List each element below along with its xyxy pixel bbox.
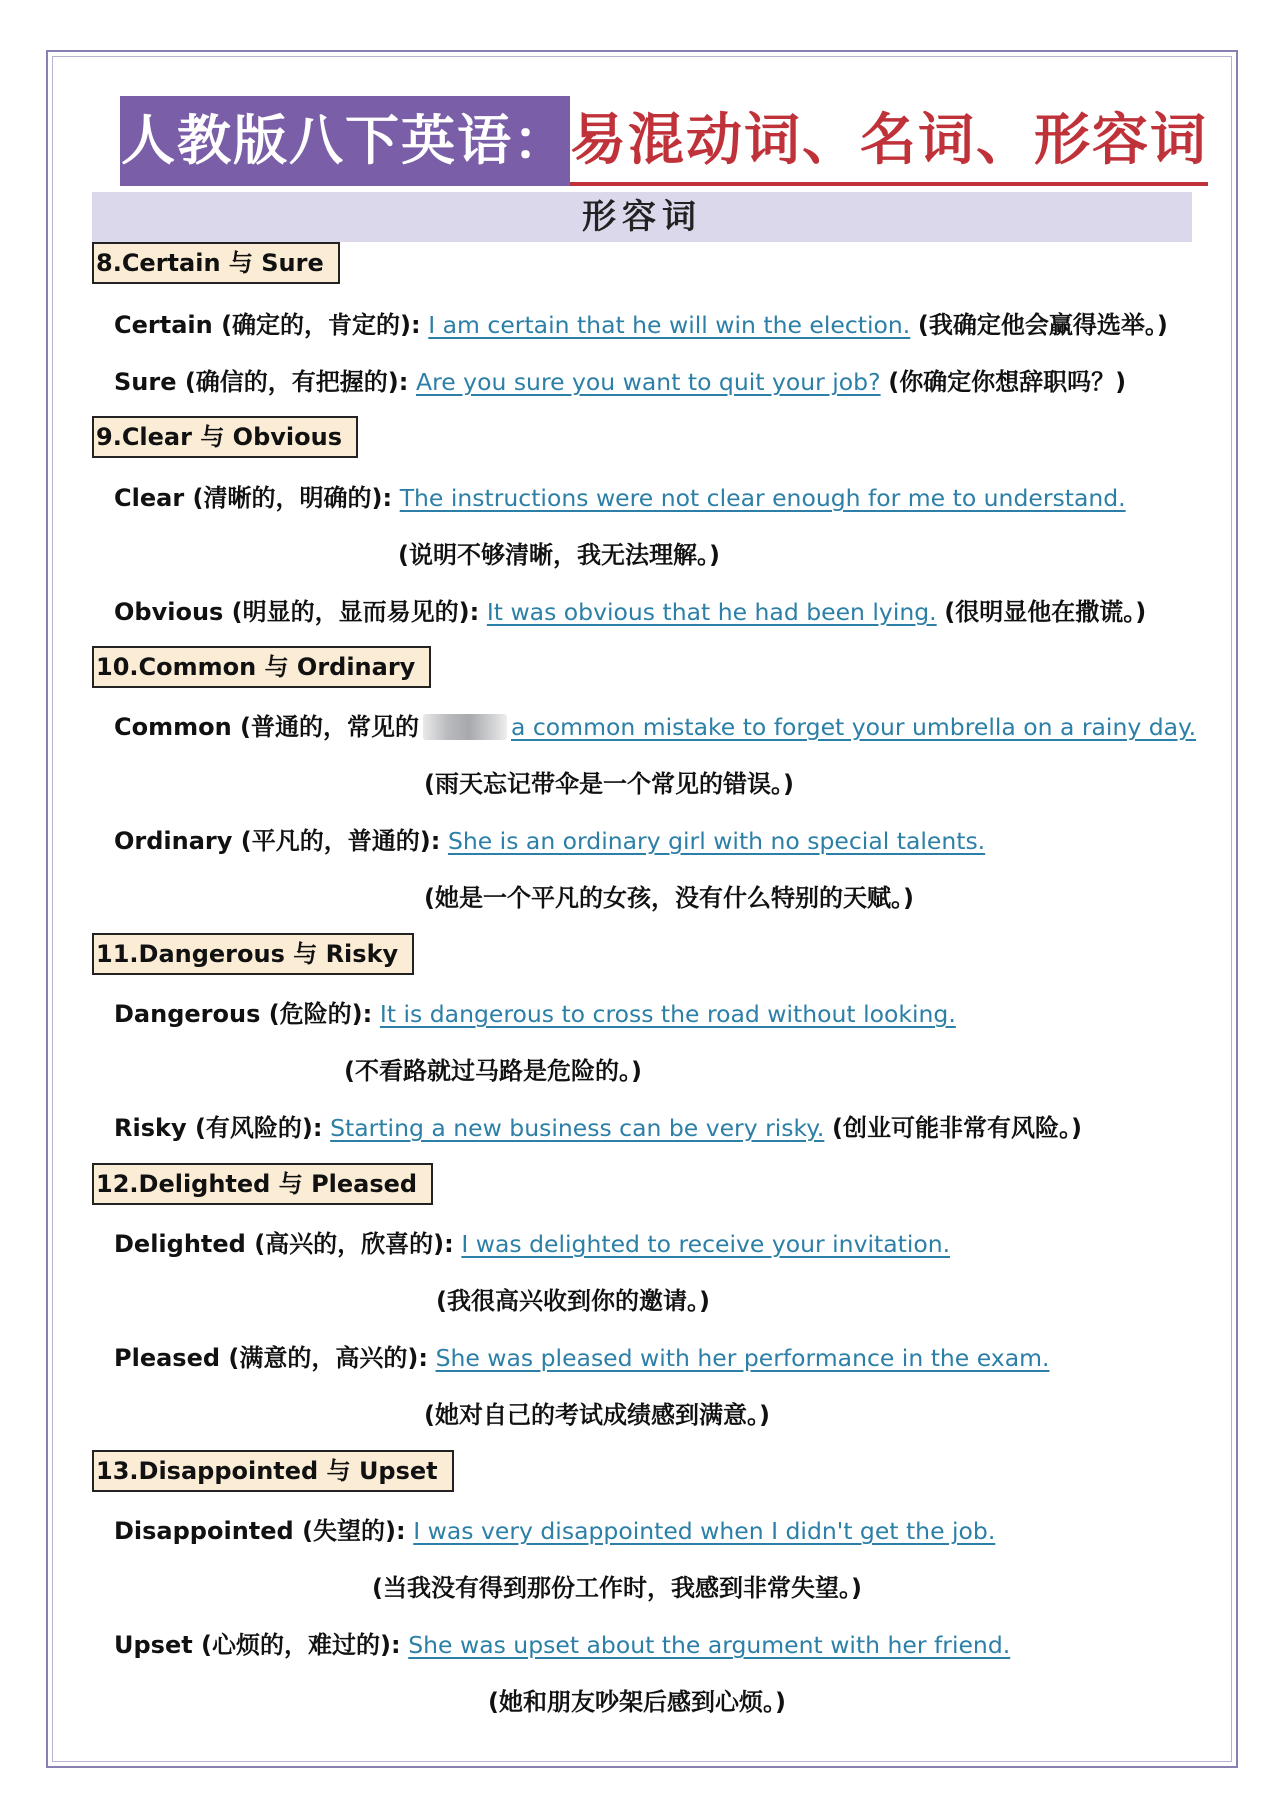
entry-label: Certain (确定的，肯定的): xyxy=(114,311,421,339)
entry-label: Clear (清晰的，明确的): xyxy=(114,484,393,512)
entry-example: She was upset about the argument with her friend. xyxy=(408,1631,1011,1659)
group-heading-12: 12.Delighted 与 Pleased xyxy=(92,1163,433,1205)
redacted-blur xyxy=(423,714,507,740)
entry-label: Ordinary (平凡的，普通的): xyxy=(114,827,441,855)
entry-upset xyxy=(114,1628,1010,1662)
entry-translation-upset: (她和朋友吵架后感到心烦。) xyxy=(488,1688,786,1716)
group-heading-9: 9.Clear 与 Obvious xyxy=(92,416,358,458)
entry-sure xyxy=(114,365,1126,399)
entry-label: Delighted (高兴的，欣喜的): xyxy=(114,1230,454,1258)
entry-example: Starting a new business can be very risky. xyxy=(330,1114,825,1142)
entry-example: It is dangerous to cross the road without looking. xyxy=(379,1000,956,1028)
group-heading-11: 11.Dangerous 与 Risky xyxy=(92,933,414,975)
entry-delighted xyxy=(114,1227,950,1261)
entry-translation: (很明显他在撒谎。) xyxy=(944,598,1147,626)
entry-label: Pleased (满意的，高兴的): xyxy=(114,1344,428,1372)
entry-translation-ordinary: (她是一个平凡的女孩，没有什么特别的天赋。) xyxy=(424,884,914,912)
entry-translation-disappointed: (当我没有得到那份工作时，我感到非常失望。) xyxy=(372,1574,862,1602)
entry-dangerous xyxy=(114,997,956,1031)
group-heading-10: 10.Common 与 Ordinary xyxy=(92,646,431,688)
entry-example: She is an ordinary girl with no special talents. xyxy=(447,827,986,855)
entry-common xyxy=(114,710,1196,744)
group-heading-8: 8.Certain 与 Sure xyxy=(92,242,340,284)
group-heading-13: 13.Disappointed 与 Upset xyxy=(92,1450,454,1492)
entry-example: I am certain that he will win the election. xyxy=(428,311,911,339)
entry-label: Disappointed (失望的): xyxy=(114,1517,406,1545)
entry-example: It was obvious that he had been lying. xyxy=(486,598,937,626)
entry-translation: (你确定你想辞职吗？) xyxy=(888,368,1127,396)
entry-clear xyxy=(114,481,1126,515)
entry-translation: (创业可能非常有风险。) xyxy=(831,1114,1082,1142)
entry-obvious xyxy=(114,595,1146,629)
entry-example: a common mistake to forget your umbrella on a rainy day. xyxy=(511,713,1197,741)
entry-example: The instructions were not clear enough for me to understand. xyxy=(399,484,1126,512)
entry-translation-clear: (说明不够清晰，我无法理解。) xyxy=(398,541,720,569)
entry-label: Upset (心烦的，难过的): xyxy=(114,1631,401,1659)
entry-translation: (我确定他会赢得选举。) xyxy=(917,311,1168,339)
entry-translation-common: (雨天忘记带伞是一个常见的错误。) xyxy=(424,770,794,798)
entry-translation-delighted: (我很高兴收到你的邀请。) xyxy=(436,1287,710,1315)
entry-example: She was pleased with her performance in the exam. xyxy=(435,1344,1050,1372)
entry-ordinary xyxy=(114,824,985,858)
entry-translation-dangerous: (不看路就过马路是危险的。) xyxy=(344,1057,642,1085)
entry-example: I was very disappointed when I didn't get the job. xyxy=(413,1517,996,1545)
entry-example: I was delighted to receive your invitation. xyxy=(461,1230,951,1258)
section-title: 形容词 xyxy=(92,192,1192,242)
entry-label: Risky (有风险的): xyxy=(114,1114,323,1142)
title-left: 人教版八下英语： xyxy=(120,96,570,186)
title-right: 易混动词、名词、形容词 xyxy=(570,100,1208,186)
entry-label: Obvious (明显的，显而易见的): xyxy=(114,598,480,626)
entry-label: Sure (确信的，有把握的): xyxy=(114,368,409,396)
entry-certain xyxy=(114,308,1168,342)
entry-translation-pleased: (她对自己的考试成绩感到满意。) xyxy=(424,1401,770,1429)
entry-example: Are you sure you want to quit your job? xyxy=(416,368,881,396)
entry-risky xyxy=(114,1111,1082,1145)
entry-disappointed xyxy=(114,1514,995,1548)
entry-label: Common (普通的，常见的 xyxy=(114,713,420,741)
entry-pleased xyxy=(114,1341,1049,1375)
entry-label: Dangerous (危险的): xyxy=(114,1000,373,1028)
